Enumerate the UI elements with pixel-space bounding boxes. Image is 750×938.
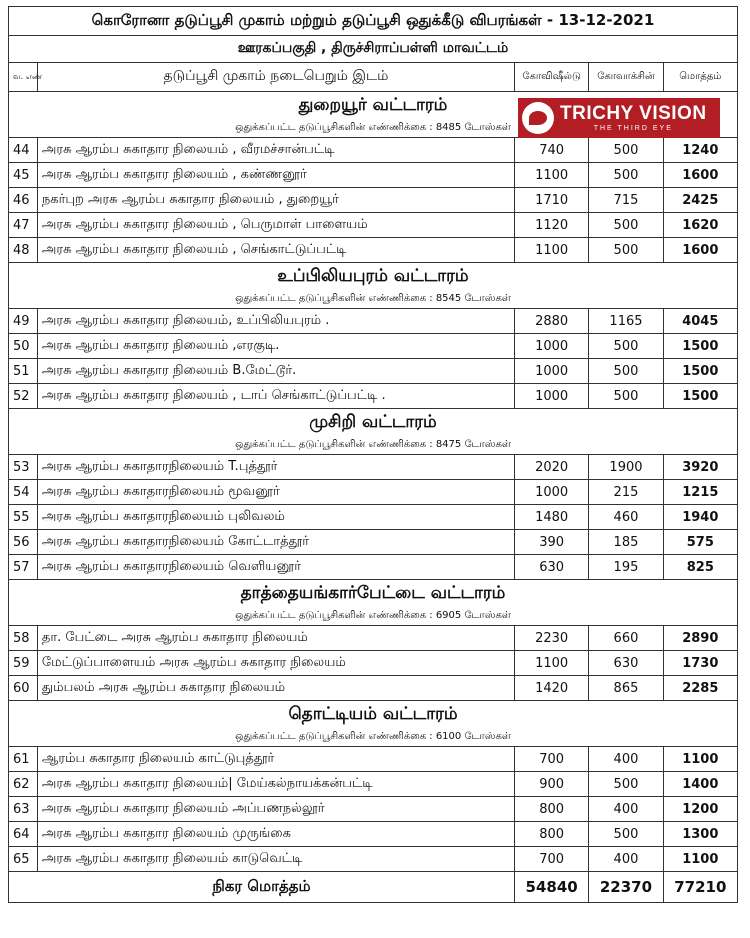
row-covaxin: 500 — [589, 772, 663, 797]
table-row — [9, 847, 738, 872]
table-row — [9, 163, 738, 188]
row-total: 1215 — [663, 480, 737, 505]
row-place: அரசு ஆரம்ப சுகாதாரநிலையம் புலிவலம் — [37, 505, 514, 530]
row-covaxin: 215 — [589, 480, 663, 505]
row-covishield: 2230 — [514, 626, 588, 651]
logo-tagline: THE THIRD EYE — [593, 124, 673, 132]
row-covishield: 1000 — [514, 384, 588, 409]
row-covishield: 700 — [514, 747, 588, 772]
row-place: அரசு ஆரம்ப சுகாதார நிலையம் , டாப் செங்காட்டுப்பட்டி . — [37, 384, 514, 409]
row-covishield: 2020 — [514, 455, 588, 480]
block-header-row — [9, 580, 738, 608]
row-covaxin: 500 — [589, 238, 663, 263]
column-header-sn: வ. எண் — [9, 63, 38, 92]
row-sn: 55 — [9, 505, 38, 530]
table-row — [9, 505, 738, 530]
row-total: 1600 — [663, 163, 737, 188]
column-header-row — [9, 63, 738, 92]
row-sn: 63 — [9, 797, 38, 822]
table-row — [9, 213, 738, 238]
block-header-row — [9, 701, 738, 729]
allotment-row — [9, 436, 738, 455]
row-total: 1620 — [663, 213, 737, 238]
row-place: அரசு ஆரம்ப சுகாதார நிலையம் அப்பணநல்லூர் — [37, 797, 514, 822]
table-row — [9, 772, 738, 797]
table-row — [9, 797, 738, 822]
row-total: 1200 — [663, 797, 737, 822]
block-header-row — [9, 409, 738, 437]
row-covishield: 800 — [514, 797, 588, 822]
table-row — [9, 676, 738, 701]
row-covaxin: 715 — [589, 188, 663, 213]
table-row — [9, 555, 738, 580]
row-place: அரசு ஆரம்ப சுகாதாரநிலையம் கோட்டாத்தூர் — [37, 530, 514, 555]
table-row — [9, 480, 738, 505]
table-row — [9, 188, 738, 213]
table-row — [9, 138, 738, 163]
row-covaxin: 500 — [589, 822, 663, 847]
row-place: அரசு ஆரம்ப சுகாதார நிலையம் காடுவெட்டி — [37, 847, 514, 872]
table-row — [9, 747, 738, 772]
row-sn: 51 — [9, 359, 38, 384]
row-covaxin: 630 — [589, 651, 663, 676]
row-covaxin: 400 — [589, 797, 663, 822]
table-row — [9, 822, 738, 847]
page-title: கொரோனா தடுப்பூசி முகாம் மற்றும் தடுப்பூசி ஒதுக்கீடு விபரங்கள் - 13-12-2021 — [9, 7, 738, 36]
row-place: அரசு ஆரம்ப சுகாதார நிலையம் ,எரகுடி. — [37, 334, 514, 359]
row-sn: 52 — [9, 384, 38, 409]
row-covaxin: 1165 — [589, 309, 663, 334]
row-covaxin: 500 — [589, 163, 663, 188]
row-covaxin: 500 — [589, 138, 663, 163]
allotment-text: ஒதுக்கப்பட்ட தடுப்பூசிகளின் எண்ணிக்கை : 8475 டோஸ்கள் — [9, 436, 738, 455]
row-covaxin: 500 — [589, 359, 663, 384]
row-total: 1400 — [663, 772, 737, 797]
row-place: மேட்டுப்பாளையம் அரசு ஆரம்ப சுகாதார நிலையம் — [37, 651, 514, 676]
row-covishield: 390 — [514, 530, 588, 555]
district-title: ஊரகப்பகுதி , திருச்சிராப்பள்ளி மாவட்டம் — [9, 36, 738, 63]
row-covishield: 1710 — [514, 188, 588, 213]
row-covaxin: 500 — [589, 334, 663, 359]
allotment-text: ஒதுக்கப்பட்ட தடுப்பூசிகளின் எண்ணிக்கை : 6905 டோஸ்கள் — [9, 607, 738, 626]
row-place: ஆரம்ப சுகாதார நிலையம் காட்டுபுத்தூர் — [37, 747, 514, 772]
table-row — [9, 651, 738, 676]
trichy-vision-logo — [518, 98, 720, 138]
row-covishield: 1000 — [514, 480, 588, 505]
table-row — [9, 238, 738, 263]
row-sn: 59 — [9, 651, 38, 676]
row-sn: 48 — [9, 238, 38, 263]
grand-total-row — [9, 872, 738, 903]
table-row — [9, 334, 738, 359]
row-covishield: 1100 — [514, 163, 588, 188]
row-covaxin: 660 — [589, 626, 663, 651]
row-place: அரசு ஆரம்ப சுகாதாரநிலையம் வெளியனூர் — [37, 555, 514, 580]
row-total: 1730 — [663, 651, 737, 676]
row-sn: 58 — [9, 626, 38, 651]
row-total: 1500 — [663, 334, 737, 359]
row-total: 1500 — [663, 359, 737, 384]
row-total: 1240 — [663, 138, 737, 163]
block-title: துறையூர் வட்டாரம் — [9, 92, 738, 120]
row-covishield: 1120 — [514, 213, 588, 238]
table-row — [9, 359, 738, 384]
logo-mark-icon — [522, 102, 554, 134]
row-total: 2285 — [663, 676, 737, 701]
row-sn: 56 — [9, 530, 38, 555]
row-sn: 61 — [9, 747, 38, 772]
row-sn: 49 — [9, 309, 38, 334]
row-covishield: 1420 — [514, 676, 588, 701]
row-covaxin: 400 — [589, 747, 663, 772]
row-total: 4045 — [663, 309, 737, 334]
row-place: அரசு ஆரம்ப சுகாதார நிலையம், உப்பிலியபுரம் . — [37, 309, 514, 334]
row-covaxin: 185 — [589, 530, 663, 555]
allotment-row — [9, 290, 738, 309]
row-covaxin: 400 — [589, 847, 663, 872]
row-place: அரசு ஆரம்ப சுகாதார நிலையம் முருங்கை — [37, 822, 514, 847]
logo-name: TRICHY VISION — [560, 102, 707, 124]
row-covaxin: 500 — [589, 213, 663, 238]
table-row — [9, 626, 738, 651]
row-place: அரசு ஆரம்ப சுகாதாரநிலையம் மூவனூர் — [37, 480, 514, 505]
column-header-total: மொத்தம் — [663, 63, 737, 92]
row-sn: 65 — [9, 847, 38, 872]
row-sn: 62 — [9, 772, 38, 797]
row-sn: 50 — [9, 334, 38, 359]
row-place: அரசு ஆரம்ப சுகாதாரநிலையம் T.புத்தூர் — [37, 455, 514, 480]
row-place: அரசு ஆரம்ப சுகாதார நிலையம் , கண்ணனூர் — [37, 163, 514, 188]
row-covishield: 700 — [514, 847, 588, 872]
row-covishield: 1480 — [514, 505, 588, 530]
row-covishield: 800 — [514, 822, 588, 847]
column-header-place: தடுப்பூசி முகாம் நடைபெறும் இடம் — [37, 63, 514, 92]
row-sn: 64 — [9, 822, 38, 847]
row-covaxin: 865 — [589, 676, 663, 701]
table-row — [9, 384, 738, 409]
row-place: அரசு ஆரம்ப சுகாதார நிலையம் , செங்காட்டுப்பட்டி — [37, 238, 514, 263]
row-covishield: 1100 — [514, 651, 588, 676]
row-total: 1300 — [663, 822, 737, 847]
row-covishield: 630 — [514, 555, 588, 580]
row-covaxin: 1900 — [589, 455, 663, 480]
grand-total-sum: 77210 — [663, 872, 737, 903]
row-covaxin: 500 — [589, 384, 663, 409]
row-sn: 44 — [9, 138, 38, 163]
row-place: அரசு ஆரம்ப சுகாதார நிலையம்| மேய்கல்நாயக்கன்பட்டி — [37, 772, 514, 797]
table-row — [9, 530, 738, 555]
grand-total-covaxin: 22370 — [589, 872, 663, 903]
row-place: நகர்புற அரசு ஆரம்ப சுகாதார நிலையம் , துறையூர் — [37, 188, 514, 213]
block-header-row — [9, 263, 738, 291]
row-covaxin: 460 — [589, 505, 663, 530]
row-total: 2425 — [663, 188, 737, 213]
table-row — [9, 455, 738, 480]
row-covishield: 1100 — [514, 238, 588, 263]
allotment-text: ஒதுக்கப்பட்ட தடுப்பூசிகளின் எண்ணிக்கை : 8485 டோஸ்கள் — [9, 119, 738, 138]
row-covaxin: 195 — [589, 555, 663, 580]
row-covishield: 2880 — [514, 309, 588, 334]
row-place: தும்பலம் அரசு ஆரம்ப சுகாதார நிலையம் — [37, 676, 514, 701]
vaccination-sheet — [8, 6, 738, 930]
row-place: அரசு ஆரம்ப சுகாதார நிலையம் , வீரமச்சான்பட்டி — [37, 138, 514, 163]
row-place: அரசு ஆரம்ப சுகாதார நிலையம் , பெருமாள் பாளையம் — [37, 213, 514, 238]
allotment-text: ஒதுக்கப்பட்ட தடுப்பூசிகளின் எண்ணிக்கை : 6100 டோஸ்கள் — [9, 728, 738, 747]
row-covishield: 1000 — [514, 359, 588, 384]
row-sn: 46 — [9, 188, 38, 213]
column-header-covishield: கோவிஷீல்டு — [514, 63, 588, 92]
allotment-text: ஒதுக்கப்பட்ட தடுப்பூசிகளின் எண்ணிக்கை : 8545 டோஸ்கள் — [9, 290, 738, 309]
row-total: 1100 — [663, 747, 737, 772]
row-sn: 60 — [9, 676, 38, 701]
vaccination-table — [8, 6, 738, 903]
row-total: 575 — [663, 530, 737, 555]
row-covishield: 900 — [514, 772, 588, 797]
row-total: 1600 — [663, 238, 737, 263]
column-header-covaxin: கோவாக்சின் — [589, 63, 663, 92]
row-total: 2890 — [663, 626, 737, 651]
row-sn: 54 — [9, 480, 38, 505]
row-total: 3920 — [663, 455, 737, 480]
row-total: 825 — [663, 555, 737, 580]
row-place: தா. பேட்டை அரசு ஆரம்ப சுகாதார நிலையம் — [37, 626, 514, 651]
allotment-row — [9, 728, 738, 747]
row-sn: 47 — [9, 213, 38, 238]
allotment-row — [9, 607, 738, 626]
row-covishield: 740 — [514, 138, 588, 163]
row-total: 1500 — [663, 384, 737, 409]
row-covishield: 1000 — [514, 334, 588, 359]
block-title: தாத்தையங்கார்பேட்டை வட்டாரம் — [9, 580, 738, 608]
block-title: முசிறி வட்டாரம் — [9, 409, 738, 437]
grand-total-label: நிகர மொத்தம் — [9, 872, 515, 903]
row-sn: 45 — [9, 163, 38, 188]
block-title: தொட்டியம் வட்டாரம் — [9, 701, 738, 729]
row-sn: 57 — [9, 555, 38, 580]
row-total: 1940 — [663, 505, 737, 530]
row-sn: 53 — [9, 455, 38, 480]
table-row — [9, 309, 738, 334]
row-total: 1100 — [663, 847, 737, 872]
row-place: அரசு ஆரம்ப சுகாதார நிலையம் B.மேட்டூர். — [37, 359, 514, 384]
grand-total-covishield: 54840 — [514, 872, 588, 903]
block-title: உப்பிலியபுரம் வட்டாரம் — [9, 263, 738, 291]
